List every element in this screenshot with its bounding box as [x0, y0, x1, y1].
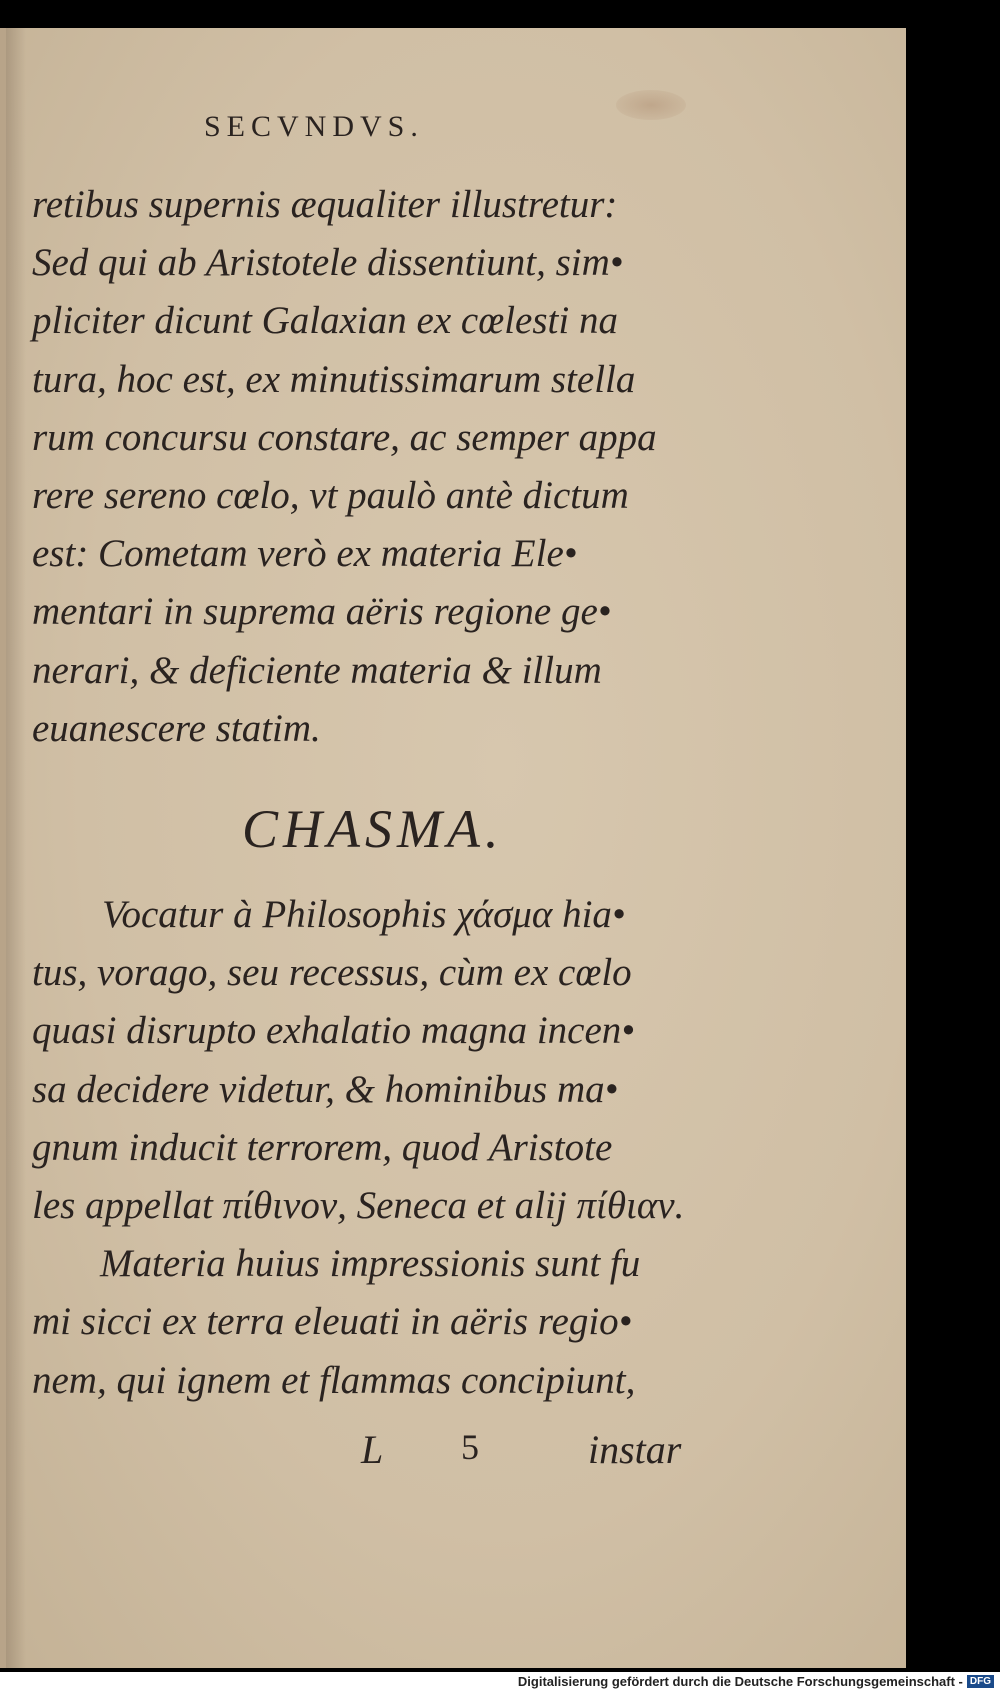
- text-line: pliciter dicunt Galaxian ex cœlesti na: [32, 299, 618, 343]
- text-line: quasi disrupto exhalatio magna incen•: [32, 1009, 635, 1053]
- text-line: euanescere statim.: [32, 706, 321, 750]
- text-line: les appellat πίθινον, Seneca et alij πίθιαν.: [32, 1183, 685, 1227]
- text-line: Materia huius impressionis sunt fu: [100, 1242, 641, 1286]
- text-line: rum concursu constare, ac semper appa: [32, 415, 657, 459]
- text-line: gnum inducit terrorem, quod Aristote: [32, 1125, 613, 1169]
- footer-credit: [518, 1674, 994, 1689]
- text-line: sa decidere videtur, & hominibus ma•: [32, 1067, 619, 1111]
- folio-number: 5: [461, 1427, 479, 1467]
- paper-stain: [616, 90, 686, 120]
- catchword: instar: [588, 1427, 682, 1472]
- text-line: Sed qui ab Aristotele dissentiunt, sim•: [32, 241, 624, 285]
- paragraph-2: [32, 886, 712, 1410]
- text-line: retibus supernis æqualiter illustretur:: [32, 183, 618, 226]
- footer-credit-text: Digitalisierung gefördert durch die Deutsche Forschungsgemeinschaft -: [517, 1674, 963, 1689]
- text-line: nerari, & deficiente materia & illum: [32, 648, 602, 692]
- text-line: tus, vorago, seu recessus, cùm ex cœlo: [32, 951, 632, 995]
- text-line: mi sicci ex terra eleuati in aëris regio•: [32, 1300, 633, 1344]
- text-line: nem, qui ignem et flammas concipiunt,: [32, 1358, 636, 1402]
- running-head: SECVNDVS.: [204, 110, 424, 143]
- text-line: rere sereno cœlo, vt paulò antè dictum: [32, 473, 629, 517]
- signature-mark: L: [361, 1427, 384, 1472]
- paragraph-1: [32, 176, 692, 758]
- section-title: CHASMA.: [242, 799, 504, 859]
- text-line: mentari in suprema aëris regione ge•: [32, 590, 612, 634]
- text-line: tura, hoc est, ex minutissimarum stella: [32, 357, 636, 401]
- book-page: [0, 28, 906, 1668]
- text-line: Vocatur à Philosophis χάσμα hia•: [102, 893, 626, 936]
- dfg-logo: DFG: [967, 1675, 994, 1688]
- text-line: est: Cometam verò ex materia Ele•: [32, 532, 578, 576]
